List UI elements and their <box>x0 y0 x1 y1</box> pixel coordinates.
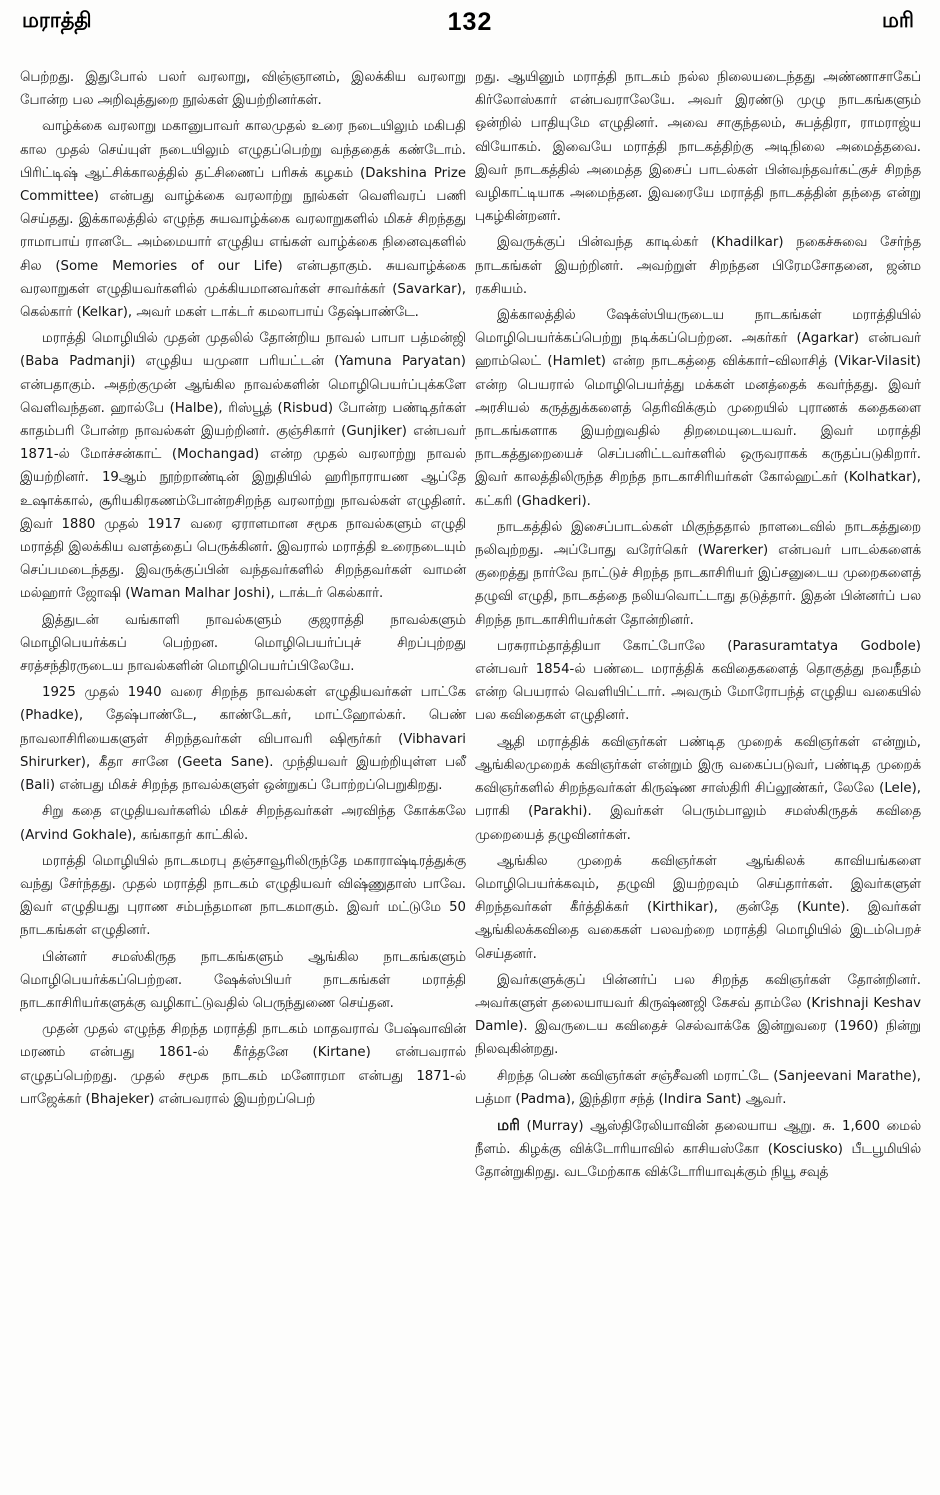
paragraph: பெற்றது. இதுபோல் பலர் வரலாறு, விஞ்ஞானம், இலக்கிய வரலாறு போன்ற பல அறிவுத்துறை நூல்கள் இயற்றினர்கள். <box>20 70 466 109</box>
paragraph: இக்காலத்தில் ஷேக்ஸ்பியருடைய நாடகங்கள் மராத்தியில் மொழிபெயர்க்கப்பெற்று நடிக்கப்பெற்றன. அகர்கர் (Agarkar) என்பவர் ஹாம்லெட் (Hamlet) என்ற நாடகத்தை விக்கார்–விலாசித் (Vikar-Vilasit) என்ற பெயரால் மொழிபெயர்த்து மக்கள் மனத்தைக் கவர்ந்தது. இவர் அரசியல் கருத்துக்களைத் தெரிவிக்கும் முறையில் புராணக் கதைகளை நாடகங்களாக இயற்றுவதில் திறமையுடையவர். இவர் மராத்தி நாடகத்துறையைச் செப்பனிட்டவர்களில் ஒருவராகக் கருதப்படுகிறார். இவர் காலத்திலிருந்த சிறந்த நாடகாசிரியர்கள் கோல்ஹட்கர் (Kolhatkar), கட்கரி (Ghadkeri). <box>475 308 921 509</box>
paragraph: இத்துடன் வங்காளி நாவல்களும் குஜராத்தி நாவல்களும் மொழிபெயர்க்கப் பெற்றன. மொழிபெயர்ப்புச் சிறப்புற்றது சரத்சந்திரருடைய நாவல்களின் மொழிபெயர்ப்பிலேயே. <box>20 612 466 675</box>
paragraph: மராத்தி மொழியில் நாடகமரபு தஞ்சாவூரிலிருந்தே மகாராஷ்டிரத்துக்கு வந்து சேர்ந்தது. முதல் மராத்தி நாடகம் எழுதியவர் விஷ்ணுதாஸ் பாவே. இவர் எழுதியது புராண சம்பந்தமான நாடகமாகும். இவர் மட்டுமே 50 நாடகங்கள் எழுதினர். <box>20 853 466 939</box>
paragraph: ஆங்கில முறைக் கவிஞர்கள் ஆங்கிலக் காவியங்களை மொழிபெயர்க்கவும், தழுவி இயற்றவும் செய்தார்கள். இவர்களுள் சிறந்தவர்கள் கீர்த்திக்கர் (Kirthikar), குன்தே (Kunte). இவர்கள் ஆங்கிலக்கவிதை வகைகள் பலவற்றை மராத்தி மொழியில் இடம்பெறச் செய்தனர். <box>475 853 921 962</box>
paragraph: வாழ்க்கை வரலாறு மகானுபாவர் காலமுதல் உரை நடையிலும் மகிபதி கால முதல் செய்யுள் நடையிலும் எழுதப்பெற்று வந்ததைக் கண்டோம். பிரிட்டிஷ் ஆட்சிக்காலத்தில் தட்சிணைப் பரிசுக் கழகம் (Dakshina Prize Committee) என்பது வாழ்க்கை வரலாற்று நூல்கள் வெளிவரப் பணி செய்தது. இக்காலத்தில் எழுந்த சுயவாழ்க்கை வரலாறுகளில் மிகச் சிறந்தது ராமாபாய் ரானடே அம்மையார் எழுதிய எங்கள் வாழ்க்கை நினைவுகளில் சில (Some Memories of our Life) என்பதாகும். சுயவாழ்க்கை வரலாறுகள் எழுதியவர்களில் முக்கியமானவர்கள் சாவர்க்கர் (Savarkar), கெல்கார் (Kelkar), அவர் மகள் டாக்டர் கமலாபாய் தேஷ்பாண்டே. <box>20 119 466 321</box>
entry-paragraph <box>475 1114 921 1185</box>
right-column <box>475 66 921 1188</box>
left-column <box>20 66 466 1114</box>
paragraph: முதன் முதல் எழுந்த சிறந்த மராத்தி நாடகம் மாதவராவ் பேஷ்வாவின் மரணம் என்பது 1861-ல் கீர்த்தனே (Kirtane) என்பவரால் எழுதப்பெற்றது. முதல் சமூக நாடகம் மனோரமா என்பது 1871-ல் பாஜேக்கர் (Bhajeker) என்பவரால் இயற்றப்பெற் <box>20 1022 466 1107</box>
entry-headword: மரி <box>497 1115 520 1134</box>
paragraph: நாடகத்தில் இசைப்பாடல்கள் மிகுந்ததால் நாளடைவில் நாடகத்துறை நலிவுற்றது. அப்போது வரேர்கெர் (Warerker) என்பவர் பாடல்களைக் குறைத்து நார்வே நாட்டுச் சிறந்த நாடகாசிரியர் இப்சனுடைய முறைகளைத் தழுவி எழுதி, நாடகத்தை நலியவொட்டாது தடுத்தார். இதன் பின்னர்ப் பல சிறந்த நாடகாசிரியர்கள் தோன்றினர். <box>475 519 921 628</box>
paragraph: ஆதி மராத்திக் கவிஞர்கள் பண்டித முறைக் கவிஞர்கள் என்றும், ஆங்கிலமுறைக் கவிஞர்கள் என்றும் இரு வகைப்படுவர், பண்டித முறைக் கவிஞர்களில் சிறந்தவர்கள் கிருஷ்ண சாஸ்திரி சிப்லூண்கர், லேலே (Lele), பராகி (Parakhi). இவர்கள் பெரும்பாலும் சமஸ்கிருதக் கவிதை முறையைத் தழுவினர்கள். <box>475 734 921 843</box>
entry-text: (Murray) ஆஸ்திரேலியாவின் தலையாய ஆறு. சு. 1,600 மைல் நீளம். கிழக்கு விக்டோரியாவில் காசியஸ்கோ (Kosciusko) பீடபூமியில் தோன்றுகிறது. வடமேற்காக விக்டோரியாவுக்கும் நியூ சவுத் <box>475 1118 921 1181</box>
running-head-left: மராத்தி <box>22 8 92 32</box>
paragraph: பரசுராம்தாத்தியா கோட்போலே (Parasuramtatya Godbole) என்பவர் 1854-ல் பண்டை மராத்திக் கவிதைகளைத் தொகுத்து நவநீதம் என்ற பெயரால் வெளியிட்டார். அவரும் மோரோபந்த் எழுதிய வகையில் பல கவிதைகள் எழுதினர். <box>475 638 921 724</box>
paragraph: சிறு கதை எழுதியவர்களில் மிகச் சிறந்தவர்கள் அரவிந்த கோக்கலே (Arvind Gokhale), கங்காதர் காட்கில். <box>20 804 466 843</box>
page-number: 132 <box>447 8 493 36</box>
paragraph: றது. ஆயினும் மராத்தி நாடகம் நல்ல நிலையடைந்தது அண்ணாசாகேப் கிர்லோஸ்கார் என்பவராலேயே. அவர் இரண்டு முழு நாடகங்களும் ஒன்றில் பாதியுமே எழுதினர். அவை சாகுந்தலம், சுபத்திரா, ராமராஜ்ய வியோகம். இவையே மராத்தி நாடகத்திற்கு அடிநிலை அமைத்தவை. இவர் நாடகத்தில் அமைத்த இசைப் பாடல்கள் பின்வந்தவர்கட்குச் சிறந்த வழிகாட்டியாக அமைந்தன. இவரையே மராத்தி நாடகத்தின் தந்தை என்று புகழ்கின்றனர். <box>475 70 921 225</box>
paragraph: இவர்களுக்குப் பின்னர்ப் பல சிறந்த கவிஞர்கள் தோன்றினர். அவர்களுள் தலையாயவர் கிருஷ்ணஜி கேசவ் தாம்லே (Krishnaji Keshav Damle). இவருடைய கவிதைச் செல்வாக்கே இன்றுவரை (1960) நின்று நிலவுகின்றது. <box>475 972 921 1058</box>
paragraph: இவருக்குப் பின்வந்த காடில்கர் (Khadilkar) நகைச்சுவை சேர்ந்த நாடகங்கள் இயற்றினர். அவற்றுள் சிறந்தன பிரேமசோதனை, ஜன்ம ரகசியம். <box>475 235 921 297</box>
paragraph: மராத்தி மொழியில் முதன் முதலில் தோன்றிய நாவல் பாபா பத்மன்ஜி (Baba Padmanji) எழுதிய யமுனா பரியட்டன் (Yamuna Paryatan) என்பதாகும். அதற்குமுன் ஆங்கில நாவல்களின் மொழிபெயர்ப்புக்களே வெளிவந்தன. ஹால்பே (Halbe), ரிஸ்பூத் (Risbud) போன்ற பண்டிதர்கள் காதம்பரி போன்ற நாவல்கள் இயற்றினர். குஞ்சிகார் (Gunjiker) என்பவர் 1871-ல் மோச்சன்காட் (Mochangad) என்ற முதல் வரலாற்று நாவல் இயற்றினர். 19ஆம் நூற்றாண்டின் இறுதியில் ஹரிநாராயண ஆப்தே உஷாக்கால், சூரியகிரகணம்போன்றசிறந்த வரலாற்று நாவல்கள் எழுதினர். இவர் 1880 முதல் 1917 வரை ஏராளமான சமூக நாவல்களும் எழுதி மராத்தி இலக்கிய வளத்தைப் பெருக்கினர். இவரால் மராத்தி உரைநடையும் செப்பமடைந்தது. இவருக்குப்பின் வந்தவர்களில் சிறந்தவர்கள் வாமன் மல்ஹார் ஜோஷி (Waman Malhar Joshi), டாக்டர் கெல்கார். <box>20 331 466 602</box>
paragraph: பின்னர் சமஸ்கிருத நாடகங்களும் ஆங்கில நாடகங்களும் மொழிபெயர்க்கப்பெற்றன. ஷேக்ஸ்பியர் நாடகங்கள் மராத்தி நாடகாசிரியர்களுக்கு வழிகாட்டுவதில் பெருந்துணை செய்தன. <box>20 949 466 1011</box>
paragraph: 1925 முதல் 1940 வரை சிறந்த நாவல்கள் எழுதியவர்கள் பாட்கே (Phadke), தேஷ்பாண்டே, காண்டேகர், மாட்ஹோல்கர். பெண் நாவலாசிரியைகளுள் சிறந்தவர்கள் விபாவரி ஷிரூர்கர் (Vibhavari Shirurker), கீதா சானே (Geeta Sane). முந்தியவர் இயற்றியுள்ள பலீ (Bali) என்பது மிகச் சிறந்த நாவல்களுள் ஒன்றுகப் போற்றப்பெறுகிறது. <box>20 685 466 794</box>
paragraph: சிறந்த பெண் கவிஞர்கள் சஞ்சீவனி மராட்டே (Sanjeevani Marathe), பத்மா (Padma), இந்திரா சந்த் (Indira Sant) ஆவர். <box>475 1068 921 1107</box>
running-head-right: மரி <box>881 8 914 32</box>
